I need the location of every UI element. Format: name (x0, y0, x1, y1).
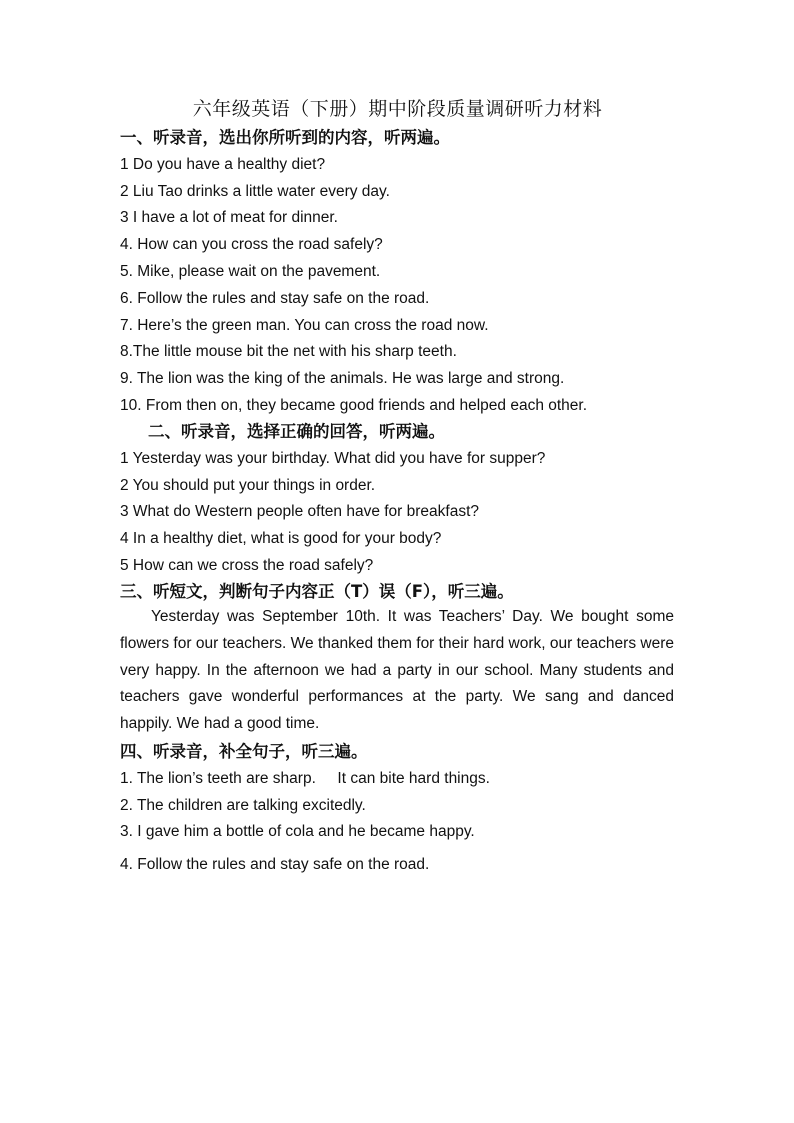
section-1-heading: 一、听录音，选出你所听到的内容，听两遍。 (120, 128, 450, 147)
section-1-item: 9. The lion was the king of the animals. He was large and strong. (120, 370, 565, 387)
section-1-item: 5. Mike, please wait on the pavement. (120, 263, 381, 280)
section-1-item: 2 Liu Tao drinks a little water every day. (120, 183, 390, 200)
section-3-heading: 三、听短文，判断句子内容正（T）误（F），听三遍。 (120, 582, 514, 601)
section-4-heading: 四、听录音，补全句子，听三遍。 (120, 742, 368, 761)
section-1-item: 1 Do you have a healthy diet? (120, 156, 326, 173)
section-2-item: 2 You should put your things in order. (120, 477, 376, 494)
section-2-item: 5 How can we cross the road safely? (120, 557, 374, 574)
section-3-passage: Yesterday was September 10th. It was Teachers’ Day. We bought some flowers for our teachers. We thanked them for their hard work, our teachers were very happy. In the afternoon we had a party in our school. Many students and teachers gave wonderful performances at the party. We sang and danced happily. We had a good time. (120, 608, 674, 733)
section-1-item: 8.The little mouse bit the net with his sharp teeth. (120, 343, 457, 360)
section-1-item: 3 I have a lot of meat for dinner. (120, 209, 338, 226)
section-2-heading: 二、听录音，选择正确的回答，听两遍。 (148, 422, 445, 441)
section-1-item: 7. Here’s the green man. You can cross the road now. (120, 317, 489, 334)
page-title: 六年级英语（下册）期中阶段质量调研听力材料 (192, 98, 603, 120)
section-2-item: 3 What do Western people often have for breakfast? (120, 503, 480, 520)
section-2-item: 4 In a healthy diet, what is good for your body? (120, 530, 442, 547)
section-1-item: 6. Follow the rules and stay safe on the road. (120, 290, 430, 307)
section-2-item: 1 Yesterday was your birthday. What did you have for supper? (120, 450, 546, 467)
section-4-item: 3. I gave him a bottle of cola and he became happy. (120, 823, 475, 840)
section-1-item: 4. How can you cross the road safely? (120, 236, 383, 253)
section-1-item: 10. From then on, they became good friends and helped each other. (120, 397, 588, 414)
section-4-item: 1. The lion’s teeth are sharp. It can bite hard things. (120, 770, 490, 787)
section-4-item: 2. The children are talking excitedly. (120, 797, 366, 814)
section-4-item: 4. Follow the rules and stay safe on the road. (120, 856, 430, 873)
